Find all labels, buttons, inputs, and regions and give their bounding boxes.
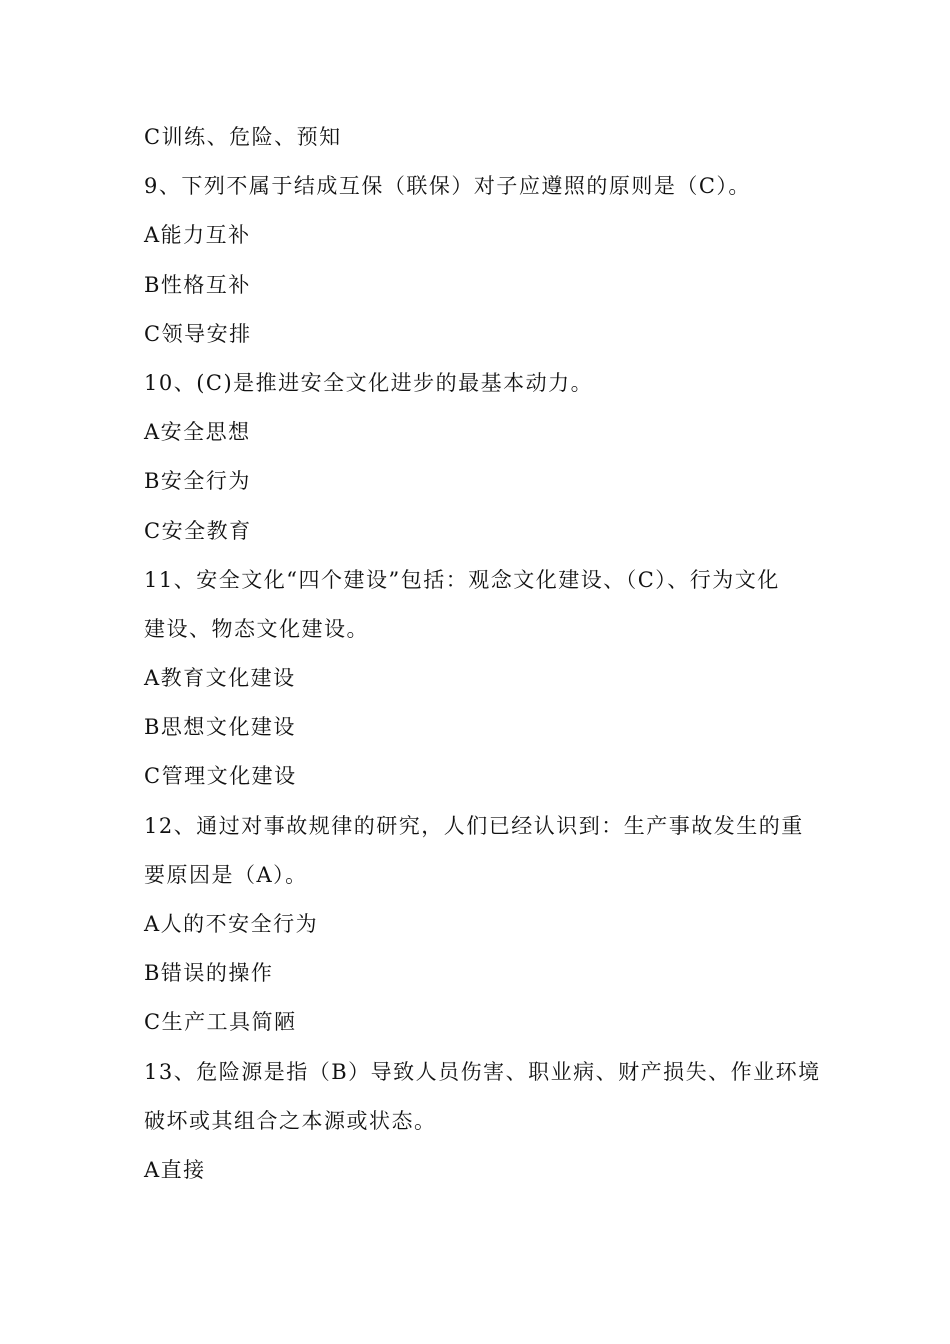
question-13-continued: 破坏或其组合之本源或状态。 [144, 1108, 437, 1133]
answer-option: A人的不安全行为 [144, 912, 319, 936]
answer-option: C管理文化建设 [144, 764, 297, 789]
question-9: 9、下列不属于结成互保（联保）对子应遵照的原则是（C）。 [144, 174, 751, 199]
document-body [144, 113, 821, 1195]
answer-option: A安全思想 [144, 420, 251, 445]
question-12-continued: 要原因是（A）。 [144, 862, 308, 887]
answer-option: B错误的操作 [144, 961, 274, 986]
answer-option: C领导安排 [144, 321, 252, 346]
answer-option: B性格互补 [144, 272, 251, 297]
question-13: 13、危险源是指（B）导致人员伤害、职业病、财产损失、作业环境 [144, 1059, 821, 1084]
answer-option: C生产工具简陋 [144, 1010, 297, 1035]
question-11-continued: 建设、物态文化建设。 [144, 616, 369, 641]
answer-option: A教育文化建设 [144, 666, 296, 691]
answer-option: A直接 [144, 1157, 206, 1182]
answer-option: A能力互补 [144, 223, 251, 248]
question-11: 11、安全文化“四个建设”包括：观念文化建设、（C）、行为文化 [144, 567, 780, 592]
answer-option: C安全教育 [144, 518, 252, 543]
question-10: 10、(C)是推进安全文化进步的最基本动力。 [144, 370, 594, 395]
answer-option: B安全行为 [144, 469, 251, 494]
answer-option: B思想文化建设 [144, 715, 296, 740]
answer-option: C训练、危险、预知 [144, 125, 342, 149]
question-12: 12、通过对事故规律的研究，人们已经认识到：生产事故发生的重 [144, 813, 804, 838]
